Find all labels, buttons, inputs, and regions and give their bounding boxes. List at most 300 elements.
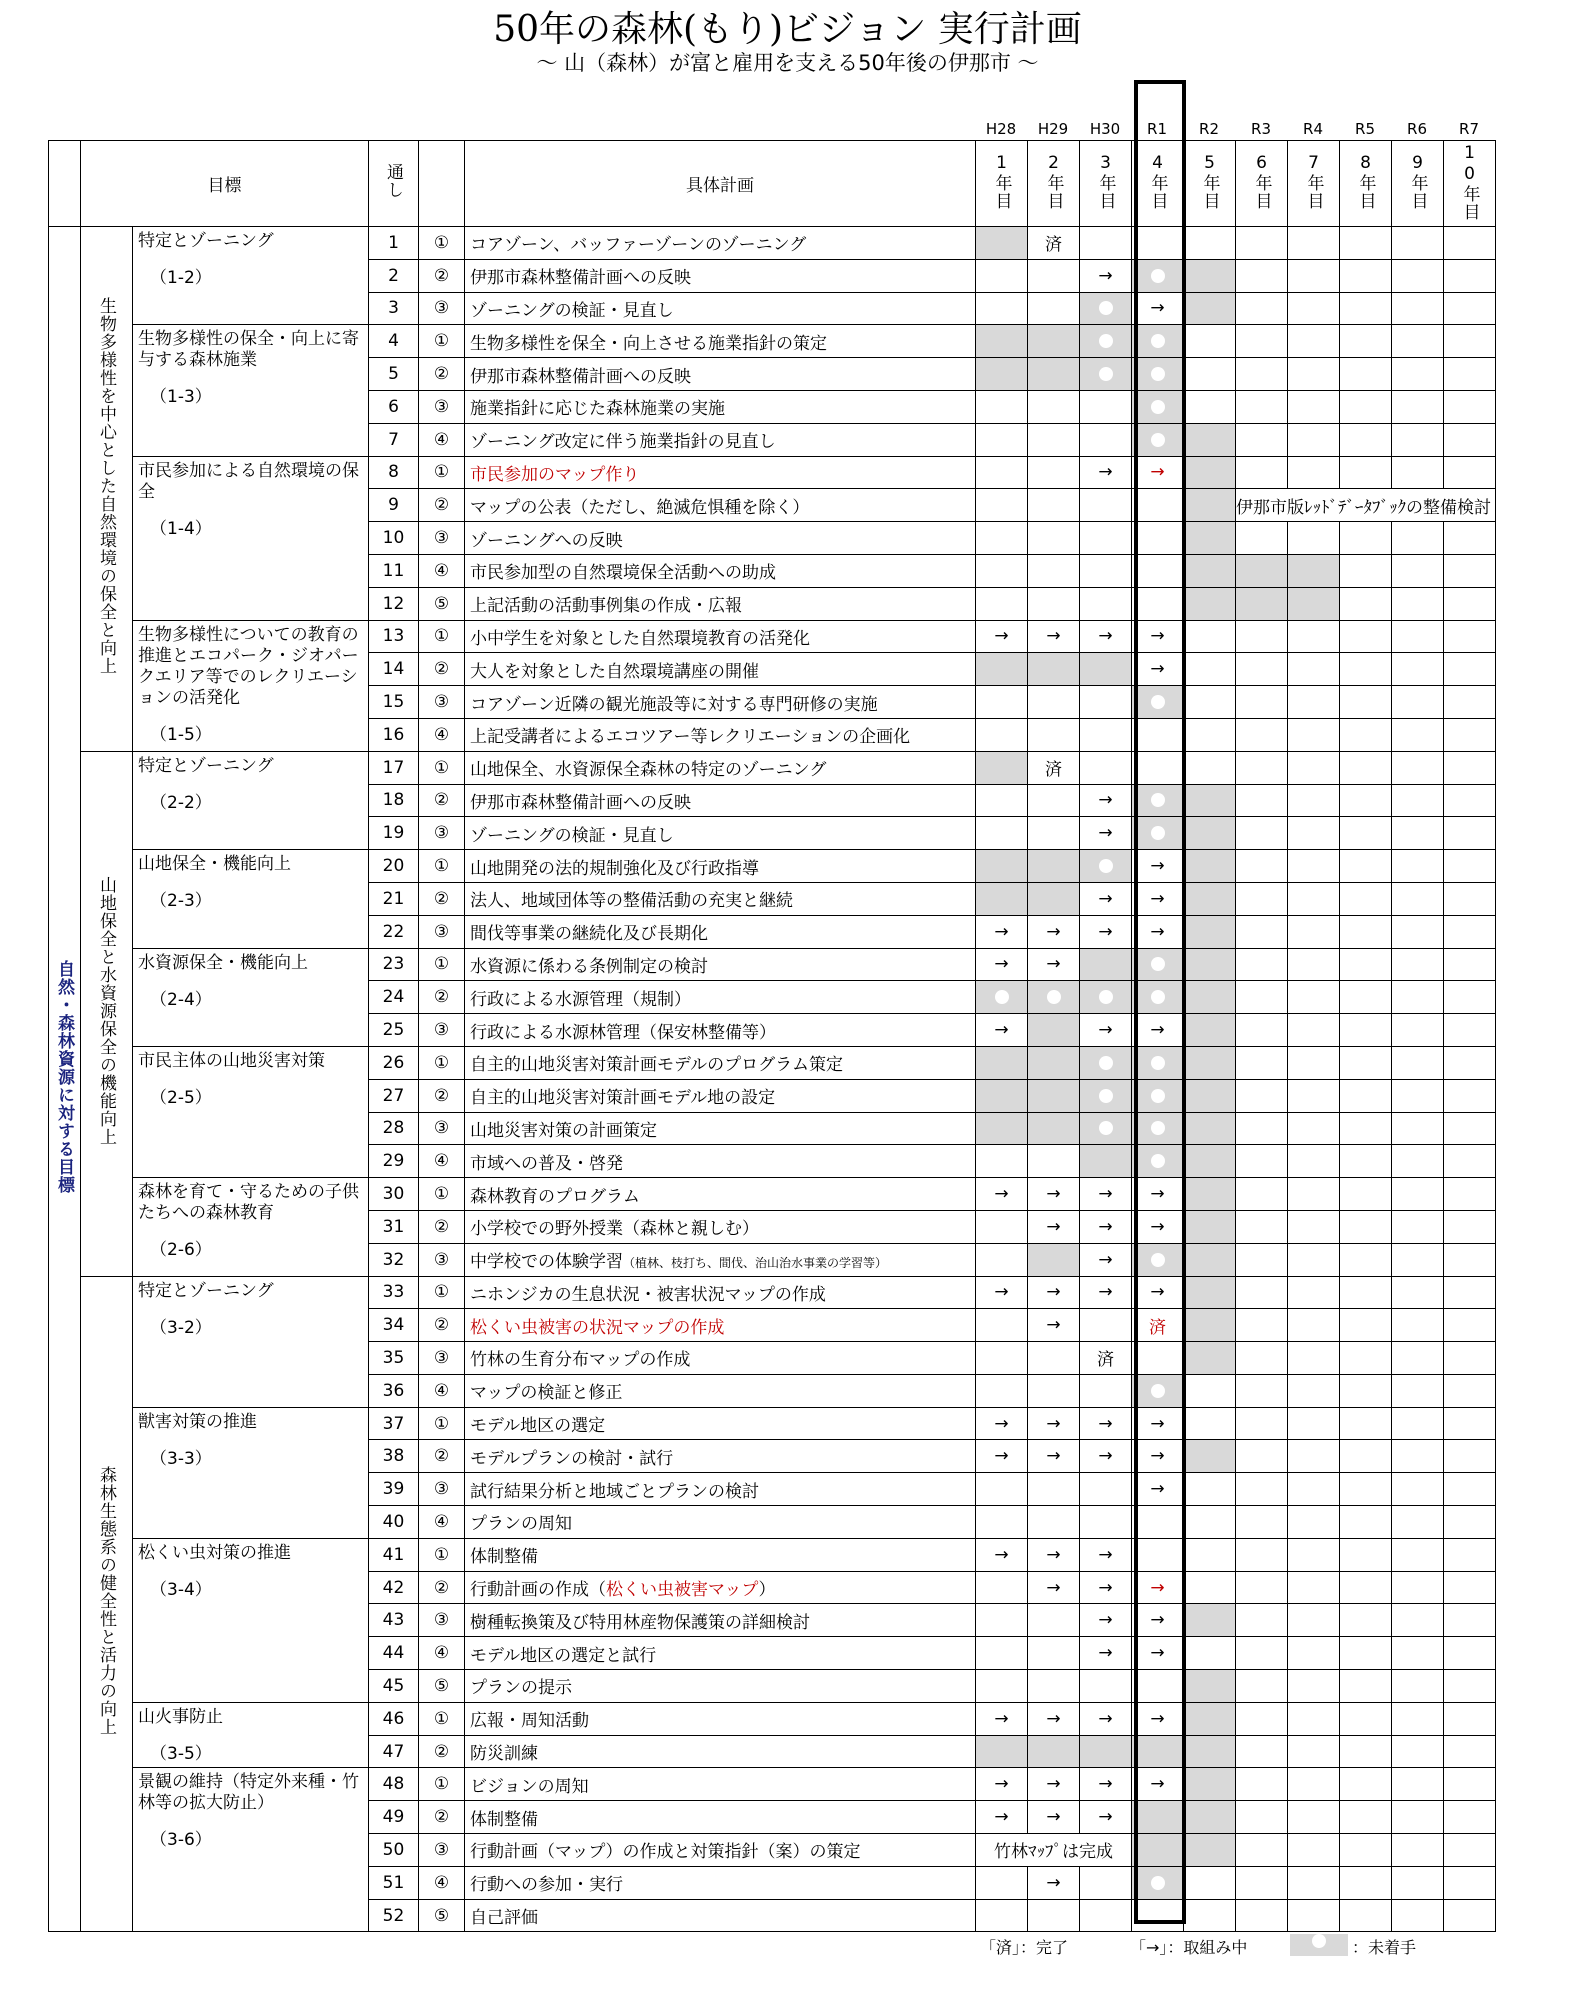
status-cell [1184,948,1236,981]
table-row [49,1276,1496,1309]
status-cell [1132,1374,1184,1407]
table-row [49,1046,1496,1079]
row-number: 34 [369,1309,419,1342]
not-started-dot [1151,269,1165,283]
row-number: 21 [369,882,419,915]
year-label: R5 [1355,120,1375,138]
status-cell [1288,882,1340,915]
legend-done: 「済」：完了 [980,1938,1069,1957]
header-goal: 目標 [81,141,369,227]
in-progress-arrow: → [1150,1643,1165,1664]
status-cell [1080,817,1132,850]
status-cell [976,1407,1028,1440]
status-cell [1236,1309,1288,1342]
status-cell [1392,1538,1444,1571]
status-cell [1288,1178,1340,1211]
plan-cell: マップの公表（ただし、絶滅危惧種を除く） [465,489,976,522]
status-cell [1184,1801,1236,1834]
status-cell [1132,259,1184,292]
status-cell [1236,882,1288,915]
status-cell [1392,1506,1444,1539]
plan-cell: 竹林の生育分布マップの作成 [465,1342,976,1375]
plan-cell: 行動計画（マップ）の作成と対策指針（案）の策定 [465,1834,976,1867]
status-cell [1184,1834,1236,1867]
status-cell [1236,1407,1288,1440]
in-progress-arrow: → [1098,1807,1113,1828]
status-cell [976,1440,1028,1473]
status-cell [1028,718,1080,751]
table-row [49,751,1496,784]
row-number: 20 [369,850,419,883]
table-row [49,1407,1496,1440]
status-cell [1340,1243,1392,1276]
status-cell [1392,1079,1444,1112]
plan-cell: 行政による水源管理（規制） [465,981,976,1014]
row-number: 29 [369,1145,419,1178]
status-cell [1184,817,1236,850]
status-cell [1132,390,1184,423]
status-cell [1080,1571,1132,1604]
status-cell [1080,1112,1132,1145]
row-sub-number: ④ [419,718,465,751]
status-cell [1392,1899,1444,1932]
status-cell [1288,1210,1340,1243]
in-progress-arrow: → [1150,1446,1165,1467]
header-year: 1年目 [976,141,1028,227]
plan-cell: プランの提示 [465,1670,976,1703]
status-cell [1444,1801,1496,1834]
status-cell [1392,423,1444,456]
status-cell [1236,1735,1288,1768]
in-progress-arrow: → [994,1807,1009,1828]
row-number: 4 [369,325,419,358]
row-number: 3 [369,292,419,325]
status-cell [1444,1440,1496,1473]
status-cell [1028,489,1080,522]
section-title: 森林を育て・守るための子供たちへの森林教育 [138,1182,359,1224]
status-cell [1132,1046,1184,1079]
plan-cell: 施業指針に応じた森林施業の実施 [465,390,976,423]
plan-cell: 間伐等事業の継続化及び長期化 [465,915,976,948]
status-cell [1236,1538,1288,1571]
year-label: H29 [1037,120,1069,138]
status-cell [1340,882,1392,915]
status-cell [1184,1309,1236,1342]
status-cell [1392,1178,1444,1211]
status-cell [1340,620,1392,653]
row-sub-number: ③ [419,522,465,555]
status-cell [1236,620,1288,653]
section-title: 山火事防止 [138,1706,223,1727]
section-cell [133,325,369,456]
in-progress-arrow: → [1098,921,1113,942]
row-number: 39 [369,1473,419,1506]
status-cell [976,1046,1028,1079]
in-progress-arrow: → [1150,1413,1165,1434]
row-sub-number: ② [419,882,465,915]
not-started-dot [1151,1384,1165,1398]
in-progress-arrow: → [1150,1577,1165,1598]
status-cell [1184,1243,1236,1276]
note-cell: 伊那市版ﾚｯﾄﾞﾃﾞｰﾀﾌﾞｯｸの整備検討 [1236,489,1496,522]
status-cell [1132,620,1184,653]
status-cell [1080,1538,1132,1571]
status-cell [1132,292,1184,325]
status-cell [1184,292,1236,325]
status-cell [1392,784,1444,817]
status-cell [1288,817,1340,850]
not-started-dot [1151,990,1165,1004]
status-cell [1132,1506,1184,1539]
status-cell [976,423,1028,456]
row-number: 22 [369,915,419,948]
status-cell [1444,423,1496,456]
status-cell [1184,390,1236,423]
status-cell [1288,1866,1340,1899]
status-cell [1132,1276,1184,1309]
status-cell [1444,1735,1496,1768]
status-cell [1340,423,1392,456]
in-progress-arrow: → [1150,1216,1165,1237]
status-cell [1288,1571,1340,1604]
status-cell [1184,1604,1236,1637]
status-cell [1184,1768,1236,1801]
status-cell [1236,522,1288,555]
status-cell [976,1210,1028,1243]
status-cell [1132,784,1184,817]
plan-cell: 上記受講者によるエコツアー等レクリエーションの企画化 [465,718,976,751]
status-cell [1444,1407,1496,1440]
not-started-dot [1151,1121,1165,1135]
status-cell [1236,1374,1288,1407]
status-cell [1444,1112,1496,1145]
in-progress-arrow: → [1150,462,1165,483]
status-cell [1340,390,1392,423]
status-cell [1028,554,1080,587]
row-number: 42 [369,1571,419,1604]
status-cell [976,390,1028,423]
row-number: 31 [369,1210,419,1243]
status-cell [976,1243,1028,1276]
status-cell [1184,1702,1236,1735]
section-code: （1-5） [150,724,212,745]
table-row [49,325,1496,358]
status-cell [1184,1670,1236,1703]
status-cell [1288,1637,1340,1670]
status-cell [1444,1473,1496,1506]
section-code: （3-6） [150,1830,212,1851]
status-cell [1444,1014,1496,1047]
status-cell [976,1801,1028,1834]
status-cell [1080,620,1132,653]
not-started-dot [1151,957,1165,971]
status-cell [1028,981,1080,1014]
status-cell [1340,1178,1392,1211]
status-cell [1288,1768,1340,1801]
status-cell [1080,489,1132,522]
status-cell [976,1342,1028,1375]
status-cell [976,653,1028,686]
plan-cell: 上記活動の活動事例集の作成・広報 [465,587,976,620]
status-cell [1028,1768,1080,1801]
status-cell [1288,784,1340,817]
status-cell [1288,1473,1340,1506]
year-label: H28 [985,120,1017,138]
table-row [49,456,1496,489]
status-cell [1288,1834,1340,1867]
section-code: （1-2） [150,268,212,288]
status-cell [1236,653,1288,686]
status-cell [1184,1374,1236,1407]
row-sub-number: ① [419,620,465,653]
plan-cell: 松くい虫被害の状況マップの作成 [465,1309,976,1342]
status-cell [976,489,1028,522]
row-sub-number: ④ [419,423,465,456]
status-cell [976,1506,1028,1539]
section-code: （3-4） [150,1579,212,1600]
status-cell [1080,686,1132,719]
row-number: 2 [369,259,419,292]
status-cell [1028,751,1080,784]
status-cell [1080,358,1132,391]
status-cell [1028,456,1080,489]
status-cell [1080,1342,1132,1375]
plan-cell: 体制整備 [465,1801,976,1834]
status-cell [1288,1899,1340,1932]
status-cell [1392,1768,1444,1801]
year-label: R3 [1251,120,1271,138]
section-title: 生物多様性についての教育の推進とエコパーク・ジオパークエリア等でのレクリエーションの活発化 [138,624,359,708]
status-cell [1132,489,1184,522]
row-number: 33 [369,1276,419,1309]
status-cell [1132,325,1184,358]
section-code: （2-4） [150,989,212,1010]
status-cell [1080,1178,1132,1211]
row-number: 12 [369,587,419,620]
status-cell [1444,1538,1496,1571]
row-sub-number: ② [419,1309,465,1342]
header-serial: 通し [369,141,419,227]
status-cell [1184,325,1236,358]
status-cell [976,1276,1028,1309]
status-cell [1184,882,1236,915]
status-cell [1288,227,1340,260]
row-number: 52 [369,1899,419,1932]
status-cell [1236,981,1288,1014]
plan-cell: 防災訓練 [465,1735,976,1768]
not-started-dot [1151,1154,1165,1168]
plan-cell: 伊那市森林整備計画への反映 [465,784,976,817]
plan-cell: 広報・周知活動 [465,1702,976,1735]
status-cell [1132,1178,1184,1211]
row-sub-number: ② [419,259,465,292]
status-cell [1392,653,1444,686]
header-year: 2年目 [1028,141,1080,227]
section-cell [133,751,369,849]
status-cell [1444,325,1496,358]
status-cell [1444,1834,1496,1867]
section-code: （3-2） [150,1317,212,1338]
status-cell [1184,1210,1236,1243]
status-cell [1236,1112,1288,1145]
in-progress-arrow: → [1098,265,1113,286]
status-cell [1028,522,1080,555]
status-cell [1340,1309,1392,1342]
status-cell [1444,1079,1496,1112]
in-progress-arrow: → [1098,790,1113,811]
row-number: 13 [369,620,419,653]
status-cell [1236,390,1288,423]
status-cell [1444,1768,1496,1801]
status-cell [1236,292,1288,325]
status-cell [1340,325,1392,358]
status-cell [1080,1604,1132,1637]
status-cell [976,718,1028,751]
status-cell [1236,1342,1288,1375]
status-cell [1392,1702,1444,1735]
status-cell [1028,1702,1080,1735]
in-progress-arrow: → [1150,626,1165,647]
status-cell [1288,1014,1340,1047]
in-progress-arrow: → [1046,1774,1061,1795]
status-cell [1288,1440,1340,1473]
in-progress-arrow: → [994,1413,1009,1434]
header-year: 3年目 [1080,141,1132,227]
status-cell [1340,259,1392,292]
status-cell [1288,1309,1340,1342]
status-cell [1080,1374,1132,1407]
status-cell [1184,1046,1236,1079]
header-year: 4年目 [1132,141,1184,227]
status-cell [1340,817,1392,850]
status-cell [1132,1440,1184,1473]
row-sub-number: ③ [419,1834,465,1867]
status-cell [1444,882,1496,915]
status-cell [1444,620,1496,653]
status-cell [1080,1702,1132,1735]
row-number: 1 [369,227,419,260]
in-progress-arrow: → [1098,1577,1113,1598]
not-started-dot [1151,1876,1165,1890]
status-cell [1288,1538,1340,1571]
row-number: 38 [369,1440,419,1473]
year-label: R6 [1407,120,1427,138]
in-progress-arrow: → [1046,1544,1061,1565]
status-cell [976,1571,1028,1604]
status-cell [1184,1079,1236,1112]
status-cell [976,1735,1028,1768]
status-cell [1028,227,1080,260]
row-number: 5 [369,358,419,391]
status-cell [1444,227,1496,260]
row-number: 26 [369,1046,419,1079]
status-cell [1340,1210,1392,1243]
not-started-dot [1151,334,1165,348]
status-cell [1028,620,1080,653]
status-cell [1444,456,1496,489]
status-cell [1132,1735,1184,1768]
in-progress-arrow: → [1046,1413,1061,1434]
section-cell [133,850,369,948]
status-cell [1080,1243,1132,1276]
status-cell [1184,1538,1236,1571]
status-cell [1028,1604,1080,1637]
status-cell [1288,1342,1340,1375]
status-cell [1080,653,1132,686]
in-progress-arrow: → [1150,1184,1165,1204]
status-cell [1132,456,1184,489]
row-sub-number: ① [419,850,465,883]
status-cell [1340,1046,1392,1079]
row-number: 27 [369,1079,419,1112]
status-cell [1080,522,1132,555]
not-started-dot [1151,1253,1165,1267]
status-cell [1236,1276,1288,1309]
status-cell [1184,1506,1236,1539]
status-cell [1132,1899,1184,1932]
status-cell [1444,653,1496,686]
status-cell [976,1637,1028,1670]
row-number: 49 [369,1801,419,1834]
status-cell [1340,1079,1392,1112]
status-cell [1392,587,1444,620]
status-cell [1132,1538,1184,1571]
plan-cell: モデルプランの検討・試行 [465,1440,976,1473]
section-cell [133,227,369,325]
status-cell [1028,587,1080,620]
group-cell: 生物多様性を中心とした自然環境の保全と向上 [81,227,133,752]
in-progress-arrow: → [1098,462,1113,483]
status-cell [1340,587,1392,620]
section-code: （2-3） [150,891,212,912]
plan-cell: 自主的山地災害対策計画モデルのプログラム策定 [465,1046,976,1079]
status-cell [976,456,1028,489]
status-cell [1392,686,1444,719]
plan-cell: 体制整備 [465,1538,976,1571]
status-cell [1236,1178,1288,1211]
status-cell [1444,358,1496,391]
status-cell [1444,1899,1496,1932]
row-number: 47 [369,1735,419,1768]
status-cell [1184,1178,1236,1211]
status-cell [1184,554,1236,587]
section-cell [133,1702,369,1768]
status-cell [1236,554,1288,587]
status-cell [1392,620,1444,653]
status-cell [1080,1145,1132,1178]
status-cell [1444,1374,1496,1407]
status-cell [1236,325,1288,358]
status-cell [1080,325,1132,358]
status-cell [1236,1014,1288,1047]
section-title: 特定とゾーニング [138,1280,274,1301]
row-number: 25 [369,1014,419,1047]
status-cell [1392,1801,1444,1834]
status-cell [1288,1702,1340,1735]
status-cell [976,1768,1028,1801]
status-cell [1340,751,1392,784]
in-progress-arrow: → [1150,1708,1165,1729]
row-number: 32 [369,1243,419,1276]
status-cell [976,227,1028,260]
status-cell [1080,948,1132,981]
year-label: R1 [1147,120,1167,138]
status-cell [1132,751,1184,784]
plan-cell: 行動への参加・実行 [465,1866,976,1899]
status-cell [976,850,1028,883]
status-cell [1392,1670,1444,1703]
section-cell [133,456,369,620]
